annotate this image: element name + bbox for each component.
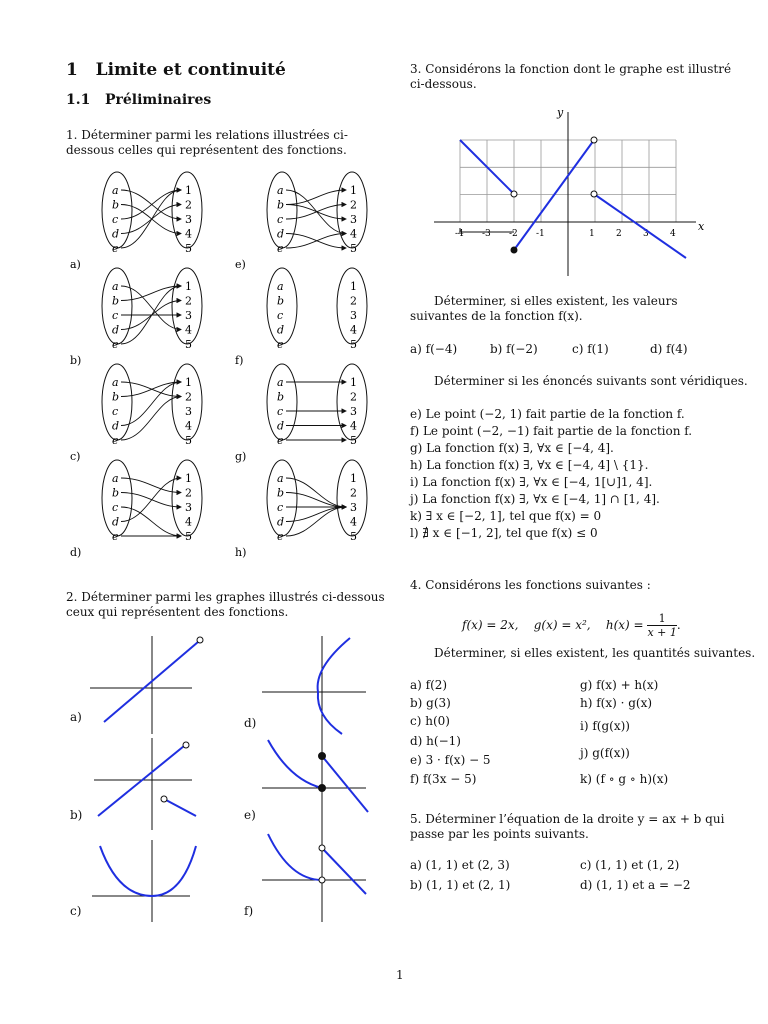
- relation-b: [70, 268, 202, 367]
- relation-arrow: [286, 507, 346, 536]
- q4-h-fraction: [647, 612, 676, 639]
- codomain-label: 4: [185, 323, 192, 337]
- domain-label: d: [112, 419, 120, 433]
- section-number: 1: [66, 60, 78, 80]
- graph-b-open-dot: [183, 742, 189, 748]
- domain-label: d: [112, 515, 120, 529]
- q4-item-k: k) (f ∘ g ∘ h)(x): [580, 772, 669, 786]
- relation-label: e): [235, 258, 246, 271]
- q3-statement-i: i) La fonction f(x) ∃, ∀x ∈ [−4, 1[∪]1, 4].: [410, 475, 653, 489]
- subsection-title: [66, 92, 211, 108]
- codomain-label: 1: [350, 280, 357, 293]
- domain-label: b: [112, 390, 120, 404]
- codomain-label: 2: [185, 390, 192, 404]
- domain-label: d: [277, 323, 285, 337]
- codomain-label: 4: [350, 515, 357, 529]
- subsection-title-text: Préliminaires: [104, 92, 212, 108]
- codomain-label: 2: [350, 390, 357, 404]
- domain-label: e: [277, 242, 284, 255]
- q3-tick-label: 4: [670, 229, 676, 239]
- q3-statement-f: f) Le point (−2, −1) fait partie de la fonction f.: [410, 424, 693, 438]
- domain-label: e: [112, 338, 119, 351]
- q3-statement-h: h) La fonction f(x) ∃, ∀x ∈ [−4, 4] \ {1}.: [410, 458, 649, 472]
- codomain-label: 1: [185, 376, 192, 389]
- q3-ask1: Déterminer, si elles existent, les valeurs suivantes de la fonction f(x).: [410, 294, 678, 323]
- graph-e-curve: [268, 740, 322, 788]
- codomain-label: 2: [185, 486, 192, 500]
- graph-c-curve: [100, 846, 196, 896]
- domain-label: b: [277, 390, 285, 404]
- domain-label: a: [277, 184, 284, 197]
- codomain-label: 1: [185, 280, 192, 293]
- relation-arrow: [121, 507, 181, 536]
- domain-label: e: [277, 434, 284, 447]
- domain-label: d: [112, 227, 120, 241]
- relation-arrow: [286, 507, 346, 522]
- relation-g: [235, 364, 367, 463]
- q3-segment-right: [594, 194, 686, 258]
- q5-item-c: c) (1, 1) et (1, 2): [580, 858, 680, 872]
- codomain-label: 2: [350, 294, 357, 308]
- domain-label: e: [112, 530, 119, 543]
- graph-a-line: [104, 642, 198, 722]
- codomain-label: 4: [185, 515, 192, 529]
- graph-a-open-dot: [197, 637, 203, 643]
- relation-f: [235, 268, 367, 367]
- q3-y-label: y: [557, 106, 564, 119]
- codomain-label: 5: [350, 338, 357, 351]
- q4-definitions: f(x) = 2x, g(x) = x², h(x) = $\frac{1}{x + 1}$ .: [462, 612, 681, 639]
- domain-label: a: [277, 472, 284, 485]
- relation-label: b): [70, 354, 82, 367]
- q4-item-h: h) f(x) · g(x): [580, 696, 653, 710]
- q3-graph: [430, 100, 710, 290]
- q3-x-label: x: [698, 220, 705, 233]
- domain-label: c: [277, 213, 284, 226]
- codomain-label: 4: [185, 227, 192, 241]
- domain-label: e: [277, 530, 284, 543]
- codomain-label: 5: [350, 434, 357, 447]
- codomain-label: 1: [185, 184, 192, 197]
- q5-text: 5. Déterminer l’équation de la droite y = ax + b qui passe par les points suivants.: [410, 812, 725, 841]
- q3-value-a: a) f(−4): [410, 342, 458, 356]
- graph-label-b: b): [70, 808, 83, 822]
- q4-item-b: b) g(3): [410, 696, 451, 710]
- q3-statement-k: k) ∃ x ∈ [−2, 1], tel que f(x) = 0: [410, 509, 602, 523]
- domain-label: b: [112, 198, 120, 212]
- domain-label: a: [112, 472, 119, 485]
- domain-label: a: [112, 280, 119, 293]
- q3-tick-label: -4: [455, 229, 464, 239]
- q4-item-c: c) h(0): [410, 714, 450, 728]
- codomain-label: 4: [350, 419, 357, 433]
- q4-item-i: i) f(g(x)): [580, 719, 630, 733]
- relation-a: [70, 172, 202, 271]
- domain-label: b: [112, 294, 120, 308]
- q4-item-d: d) h(−1): [410, 734, 461, 748]
- domain-label: c: [112, 501, 119, 514]
- domain-label: e: [112, 434, 119, 447]
- graph-f-open-dot-2: [319, 877, 325, 883]
- graphs-figure: [66, 630, 386, 930]
- graph-f-open-dot: [319, 845, 325, 851]
- codomain-label: 5: [185, 530, 192, 543]
- q4-item-j: j) g(f(x)): [580, 746, 630, 760]
- codomain-label: 3: [350, 405, 357, 418]
- relation-e: [235, 172, 367, 271]
- domain-label: d: [277, 515, 285, 529]
- relation-label: d): [70, 546, 82, 559]
- codomain-label: 3: [185, 309, 192, 322]
- graph-f-curve: [268, 834, 322, 880]
- domain-label: b: [277, 198, 285, 212]
- codomain-label: 3: [185, 501, 192, 514]
- relation-h: [235, 460, 367, 559]
- graph-label-e: e): [244, 808, 256, 822]
- q4-item-e: e) 3 · f(x) − 5: [410, 753, 491, 767]
- q2-text: 2. Déterminer parmi les graphes illustrés ci-dessous ceux qui représentent des fonctions.: [66, 590, 385, 619]
- domain-label: b: [112, 486, 120, 500]
- graph-label-f: f): [244, 904, 254, 918]
- domain-label: a: [277, 280, 284, 293]
- domain-label: d: [277, 419, 285, 433]
- codomain-label: 5: [350, 242, 357, 255]
- q3-open-dot-1: [511, 191, 517, 197]
- domain-label: a: [277, 376, 284, 389]
- q4-h-numerator: 1: [647, 612, 676, 626]
- section-title: [66, 60, 286, 80]
- q3-value-d: d) f(4): [650, 342, 688, 356]
- q3-text: 3. Considérons la fonction dont le graphe est illustré ci-dessous.: [410, 62, 732, 91]
- codomain-label: 1: [350, 184, 357, 197]
- q3-tick-label: -1: [536, 229, 545, 239]
- q3-filled-dot: [511, 247, 517, 253]
- codomain-label: 4: [350, 227, 357, 241]
- q4-h-denominator: x + 1: [647, 626, 677, 639]
- domain-label: e: [277, 338, 284, 351]
- q3-statement-g: g) La fonction f(x) ∃, ∀x ∈ [−4, 4].: [410, 441, 614, 455]
- relations-figure: [70, 170, 357, 570]
- q1-text: 1. Déterminer parmi les relations illustrées ci-dessous celles qui représentent des fonctions.: [66, 128, 348, 157]
- codomain-label: 3: [185, 405, 192, 418]
- relation-label: a): [70, 258, 81, 271]
- graph-b-line: [98, 746, 184, 816]
- section-title-text: Limite et continuité: [95, 60, 286, 80]
- subsection-number: 1.1: [66, 92, 91, 108]
- codomain-label: 5: [185, 242, 192, 255]
- q3-value-c: c) f(1): [572, 342, 609, 356]
- q4-item-f: f) f(3x − 5): [410, 772, 477, 786]
- codomain-label: 2: [350, 486, 357, 500]
- relation-arrow: [286, 234, 346, 249]
- q5-item-b: b) (1, 1) et (2, 1): [410, 878, 511, 892]
- graph-f-line: [322, 848, 366, 894]
- q3-tick-label: 3: [643, 229, 649, 239]
- graph-b-open-dot-2: [161, 796, 167, 802]
- domain-label: c: [277, 405, 284, 418]
- domain-label: e: [112, 242, 119, 255]
- relation-d: [70, 460, 202, 559]
- page-number: 1: [396, 968, 404, 982]
- graph-b-segment: [166, 800, 196, 816]
- q3-tick-label: -2: [509, 229, 518, 239]
- graph-label-d: d): [244, 716, 257, 730]
- q5-item-a: a) (1, 1) et (2, 3): [410, 858, 510, 872]
- q4-defs-fg: f(x) = 2x, g(x) = x², h(x) =: [462, 618, 644, 632]
- relation-c: [70, 364, 202, 463]
- codomain-label: 3: [185, 213, 192, 226]
- codomain-label: 2: [185, 198, 192, 212]
- domain-label: d: [112, 323, 120, 337]
- q5-item-d: d) (1, 1) et a = −2: [580, 878, 691, 892]
- q3-value-b: b) f(−2): [490, 342, 538, 356]
- codomain-label: 1: [350, 376, 357, 389]
- q3-ask2: Déterminer si les énoncés suivants sont véridiques.: [434, 374, 748, 388]
- graph-label-c: c): [70, 904, 82, 918]
- relation-label: f): [235, 354, 244, 367]
- domain-label: c: [112, 309, 119, 322]
- codomain-label: 4: [185, 419, 192, 433]
- q3-tick-label: -3: [482, 229, 491, 239]
- graph-label-a: a): [70, 710, 82, 724]
- codomain-label: 5: [185, 434, 192, 447]
- codomain-label: 5: [350, 530, 357, 543]
- graph-e-filled-dot-2: [319, 785, 326, 792]
- codomain-label: 1: [185, 472, 192, 485]
- codomain-label: 1: [350, 472, 357, 485]
- q3-open-dot-3: [591, 191, 597, 197]
- domain-label: b: [277, 294, 285, 308]
- domain-label: a: [112, 184, 119, 197]
- q3-statement-j: j) La fonction f(x) ∃, ∀x ∈ [−4, 1] ∩ [1, 4].: [410, 492, 660, 506]
- codomain-label: 2: [185, 294, 192, 308]
- codomain-label: 4: [350, 323, 357, 337]
- q4-ask: Déterminer, si elles existent, les quantités suivantes.: [434, 646, 756, 660]
- domain-label: c: [277, 309, 284, 322]
- codomain-label: 2: [350, 198, 357, 212]
- domain-label: c: [277, 501, 284, 514]
- graph-e-filled-dot: [319, 753, 326, 760]
- graph-e-line: [322, 756, 368, 812]
- domain-label: d: [277, 227, 285, 241]
- q4-item-a: a) f(2): [410, 678, 448, 692]
- q3-open-dot-2: [591, 137, 597, 143]
- q3-statement-l: l) ∄ x ∈ [−1, 2], tel que f(x) ≤ 0: [410, 526, 598, 540]
- q3-tick-label: 1: [589, 229, 595, 239]
- codomain-label: 3: [350, 309, 357, 322]
- domain-label: b: [277, 486, 285, 500]
- relation-label: c): [70, 450, 81, 463]
- domain-label: c: [112, 213, 119, 226]
- relation-label: h): [235, 546, 247, 559]
- domain-label: a: [112, 376, 119, 389]
- q3-statement-e: e) Le point (−2, 1) fait partie de la fonction f.: [410, 407, 685, 421]
- codomain-label: 3: [350, 501, 357, 514]
- q3-tick-label: 2: [616, 229, 622, 239]
- codomain-label: 5: [185, 338, 192, 351]
- relation-label: g): [235, 450, 247, 463]
- codomain-label: 3: [350, 213, 357, 226]
- q4-item-g: g) f(x) + h(x): [580, 678, 659, 692]
- domain-label: c: [112, 405, 119, 418]
- q4-text: 4. Considérons les fonctions suivantes :: [410, 578, 651, 592]
